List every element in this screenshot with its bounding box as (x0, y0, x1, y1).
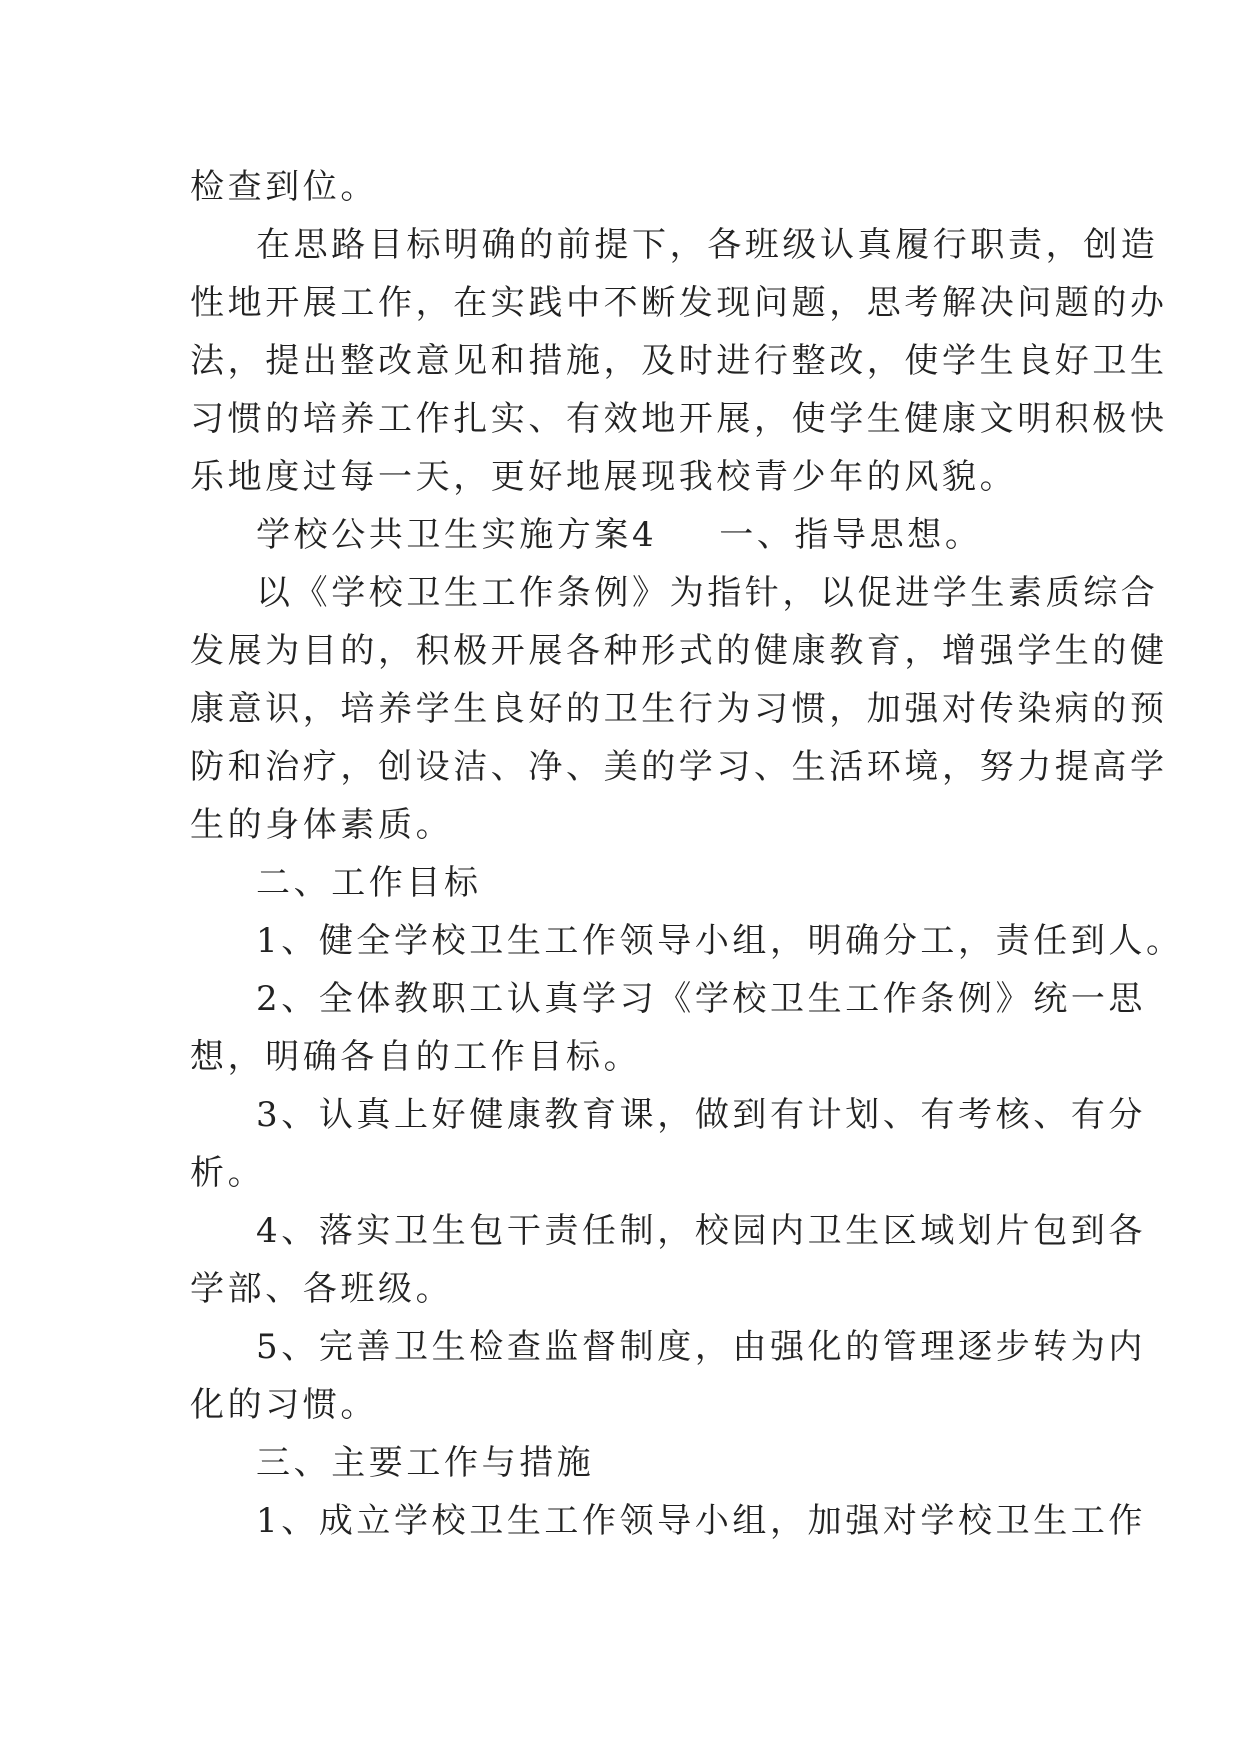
list-item: 2、全体教职工认真学习《学校卫生工作条例》统一思 (256, 979, 1147, 1019)
list-item: 1、健全学校卫生工作领导小组，明确分工，责任到人。 (256, 921, 1184, 961)
section-heading: 一、指导思想。 (719, 515, 983, 555)
text-line: 以《学校卫生工作条例》为指针，以促进学生素质综合 (256, 573, 1159, 613)
list-item: 4、落实卫生包干责任制，校园内卫生区域划片包到各 (256, 1211, 1147, 1251)
list-item: 3、认真上好健康教育课，做到有计划、有考核、有分 (256, 1095, 1147, 1135)
list-item: 1、成立学校卫生工作领导小组，加强对学校卫生工作 (256, 1501, 1147, 1541)
text-line: 化的习惯。 (190, 1385, 378, 1425)
text-line: 发展为目的，积极开展各种形式的健康教育，增强学生的健 (190, 631, 1168, 671)
document-title: 学校公共卫生实施方案4 (256, 515, 658, 555)
text-line: 生的身体素质。 (190, 805, 454, 845)
text-line: 学部、各班级。 (190, 1269, 454, 1309)
text-line: 性地开展工作，在实践中不断发现问题，思考解决问题的办 (190, 283, 1168, 323)
list-item: 5、完善卫生检查监督制度，由强化的管理逐步转为内 (256, 1327, 1147, 1367)
text-line: 析。 (190, 1153, 266, 1193)
section-heading: 三、主要工作与措施 (256, 1443, 595, 1483)
text-line: 检查到位。 (190, 167, 378, 207)
text-line: 乐地度过每一天，更好地展现我校青少年的风貌。 (190, 457, 1018, 497)
section-heading-row (190, 506, 1050, 564)
document-body (190, 158, 1184, 1550)
text-line: 防和治疗，创设洁、净、美的学习、生活环境，努力提高学 (190, 747, 1168, 787)
text-line: 法，提出整改意见和措施，及时进行整改，使学生良好卫生 (190, 341, 1168, 381)
text-line: 在思路目标明确的前提下，各班级认真履行职责，创造 (256, 225, 1159, 265)
text-line: 康意识，培养学生良好的卫生行为习惯，加强对传染病的预 (190, 689, 1168, 729)
section-heading: 二、工作目标 (256, 863, 482, 903)
text-line: 习惯的培养工作扎实、有效地开展，使学生健康文明积极快 (190, 399, 1168, 439)
text-line: 想，明确各自的工作目标。 (190, 1037, 642, 1077)
